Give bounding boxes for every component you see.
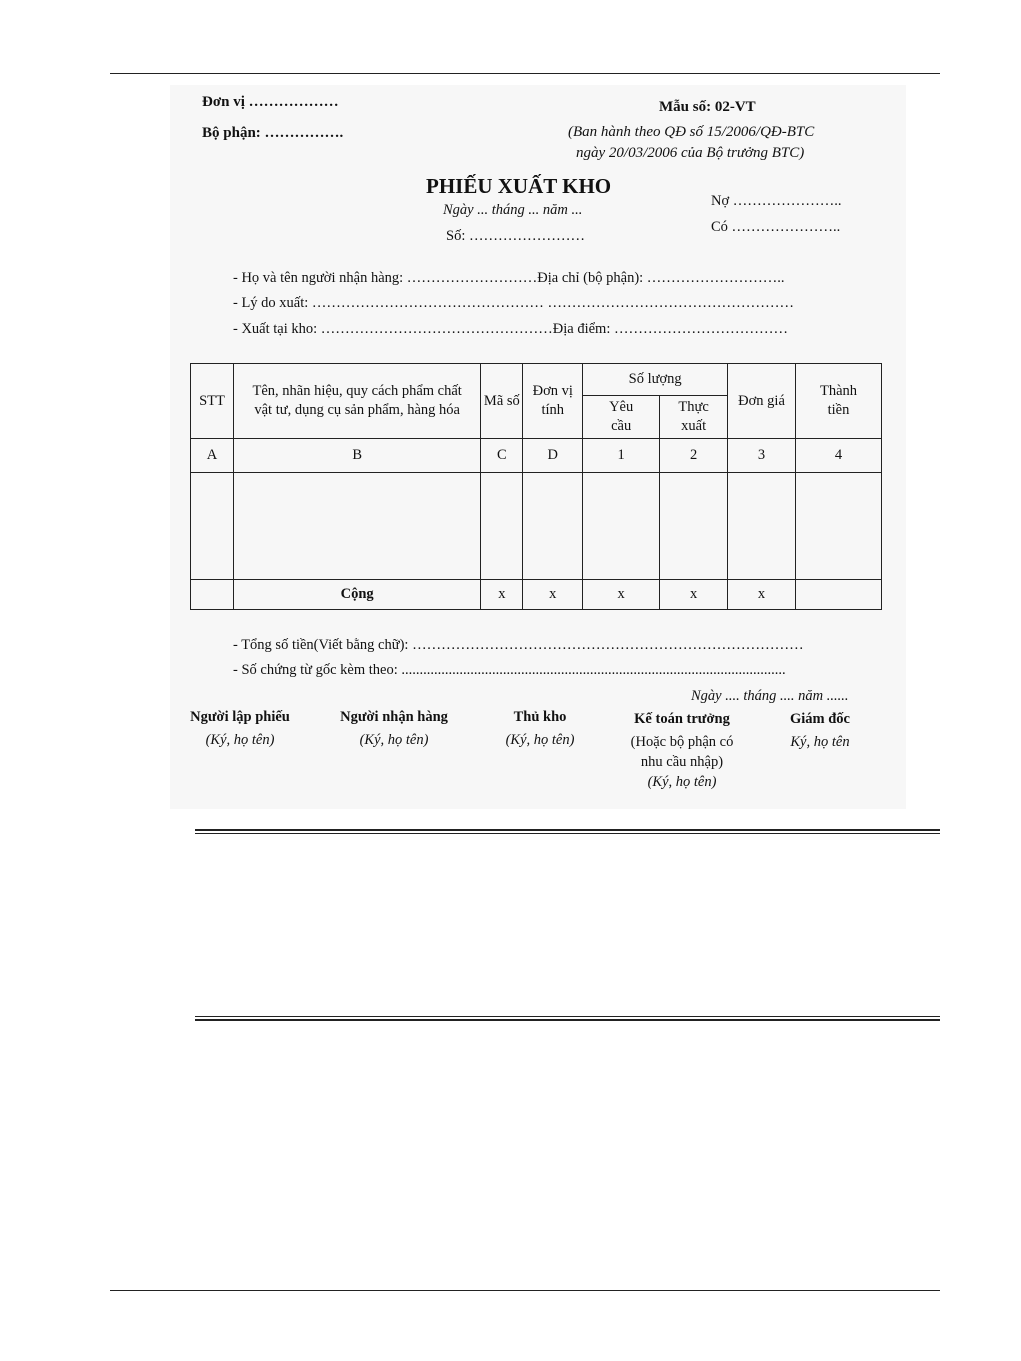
signer-giam-doc: Giám đốc Ký, họ tên <box>789 711 850 750</box>
total-row: Cộng x x x x x <box>191 580 882 610</box>
double-rule <box>195 1016 940 1017</box>
double-rule <box>195 833 940 834</box>
signer-nguoi-lap: Người lập phiếu (Ký, họ tên) <box>190 709 290 748</box>
ban-hanh-2: ngày 20/03/2006 của Bộ trưởng BTC) <box>576 145 805 161</box>
col-yeu-cau: Yêu cầu <box>583 396 660 439</box>
don-vi: Đơn vị ……………… <box>202 94 339 110</box>
ban-hanh-1: (Ban hành theo QĐ số 15/2006/QĐ-BTC <box>568 124 815 140</box>
so-line: Số: …………………… <box>446 228 585 244</box>
col-thanh-tien: Thành tiền <box>795 364 881 439</box>
bottom-rule <box>110 1290 940 1291</box>
sign-date: Ngày .... tháng .... năm ...... <box>691 688 849 704</box>
bo-phan: Bộ phận: ……………. <box>202 125 344 141</box>
col-ma-so: Mã số <box>481 364 523 439</box>
signer-ke-toan: Kế toán trưởng (Hoặc bộ phận có nhu cầu nhập) (Ký, họ tên) <box>630 711 734 790</box>
field-warehouse: - Xuất tại kho: …………………………………………Địa điểm: ……………………………… <box>233 321 788 337</box>
col-ten: Tên, nhãn hiệu, quy cách phẩm chất vật tư, dụng cụ sản phẩm, hàng hóa <box>233 364 480 439</box>
field-receiver: - Họ và tên người nhận hàng: ………………………Địa chỉ (bộ phận): ……………………….. <box>233 270 785 286</box>
top-rule <box>110 73 940 74</box>
signer-thu-kho: Thủ kho (Ký, họ tên) <box>505 709 575 748</box>
code-row: A B C D 1 2 3 4 <box>191 439 882 473</box>
date-line: Ngày ... tháng ... năm ... <box>443 202 583 218</box>
double-rule <box>195 829 940 831</box>
field-reason: - Lý do xuất: ………………………………………… …………………………………………… <box>233 295 795 311</box>
col-don-vi-tinh: Đơn vị tính <box>523 364 583 439</box>
table-row <box>191 473 882 580</box>
co-line: Có ………………….. <box>711 219 841 235</box>
tong-tien: - Tổng số tiền(Viết bằng chữ): ……………………………………………………………………… <box>233 637 804 653</box>
goods-table <box>190 363 882 610</box>
signer-nguoi-nhan: Người nhận hàng (Ký, họ tên) <box>340 709 448 748</box>
double-rule <box>195 1019 940 1021</box>
no-line: Nợ ………………….. <box>711 193 842 209</box>
col-don-gia: Đơn giá <box>728 364 796 439</box>
mau-so: Mẫu số: 02-VT <box>659 99 756 115</box>
col-thuc-xuat: Thực xuất <box>660 396 728 439</box>
page-title: PHIẾU XUẤT KHO <box>426 174 612 198</box>
chung-tu: - Số chứng từ gốc kèm theo: .......................................................................................................... <box>233 662 786 678</box>
col-stt: STT <box>191 364 234 439</box>
col-so-luong: Số lượng <box>583 364 728 396</box>
